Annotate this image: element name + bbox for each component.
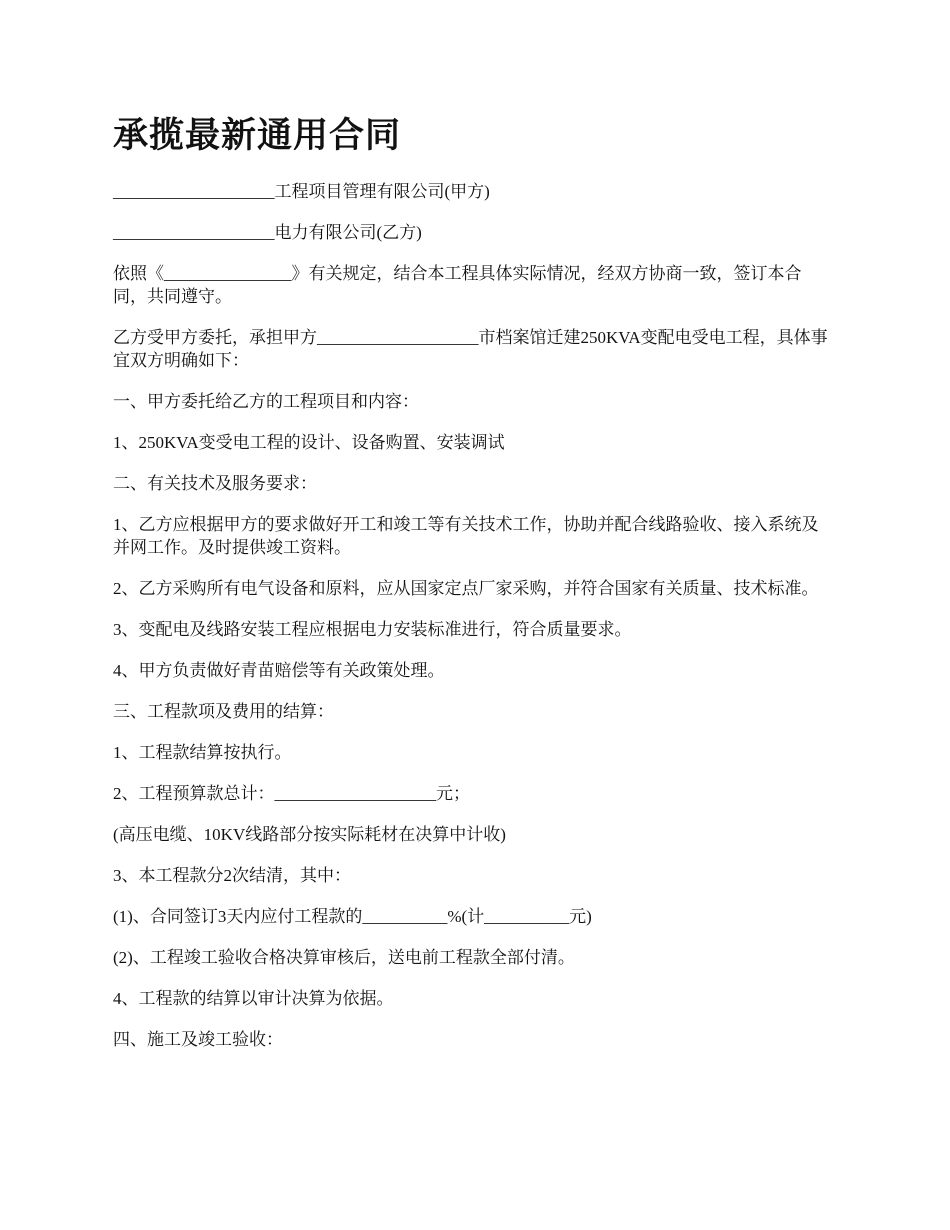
preamble-paragraph: 依照《_______________》有关规定，结合本工程具体实际情况，经双方协商一致，签订本合同，共同遵守。 (113, 264, 802, 306)
section-4-heading: 四、施工及竣工验收： (113, 1030, 283, 1049)
section-2-item-1: 1、乙方应根据甲方的要求做好开工和竣工等有关技术工作，协助并配合线路验收、接入系统及并网工作。及时提供竣工资料。 (113, 515, 819, 557)
section-3-item-4: 4、工程款的结算以审计决算为依据。 (113, 989, 394, 1008)
section-3-item-3-sub-2: (2)、工程竣工验收合格决算审核后，送电前工程款全部付清。 (113, 948, 575, 967)
section-2-item-2: 2、乙方采购所有电气设备和原料，应从国家定点厂家采购，并符合国家有关质量、技术标准。 (113, 579, 819, 598)
section-3-heading: 三、工程款项及费用的结算： (113, 702, 334, 721)
section-3-item-3-sub-1: (1)、合同签订3天内应付工程款的__________%(计__________元) (113, 907, 592, 926)
document-title: 承揽最新通用合同 (113, 116, 402, 155)
commission-paragraph: 乙方受甲方委托，承担甲方___________________市档案馆迁建250KVA变配电受电工程，具体事宜双方明确如下： (113, 328, 828, 370)
party-b-line: ___________________电力有限公司(乙方) (113, 223, 422, 242)
section-2-heading: 二、有关技术及服务要求： (113, 474, 317, 493)
section-3-item-3: 3、本工程款分2次结清，其中： (113, 866, 351, 885)
section-2-item-3: 3、变配电及线路安装工程应根据电力安装标准进行，符合质量要求。 (113, 620, 632, 639)
section-1-heading: 一、甲方委托给乙方的工程项目和内容： (113, 392, 419, 411)
section-2-item-4: 4、甲方负责做好青苗赔偿等有关政策处理。 (113, 661, 445, 680)
section-3-item-2: 2、工程预算款总计：___________________元； (113, 784, 470, 803)
section-3-note: (高压电缆、10KV线路部分按实际耗材在决算中计收) (113, 825, 506, 844)
section-1-item-1: 1、250KVA变受电工程的设计、设备购置、安装调试 (113, 433, 505, 452)
document-page (113, 112, 833, 1069)
party-a-line: ___________________工程项目管理有限公司(甲方) (113, 182, 490, 201)
section-3-item-1: 1、工程款结算按执行。 (113, 743, 292, 762)
